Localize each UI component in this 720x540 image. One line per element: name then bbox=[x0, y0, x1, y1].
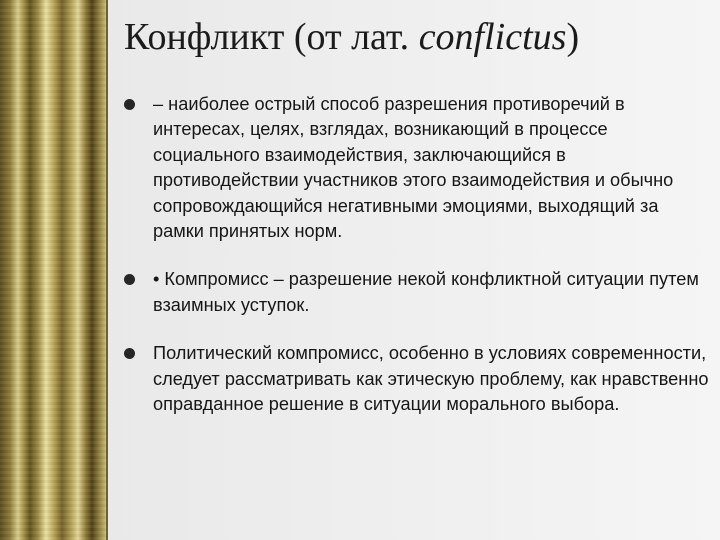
slide-title bbox=[124, 14, 714, 62]
slide-title-latin-term: conflictus bbox=[418, 16, 567, 58]
slide-title-main: Конфликт (от лат. bbox=[124, 16, 419, 58]
bullet-marker-icon bbox=[124, 274, 135, 285]
bullet-text-definition: – наиболее острый способ разрешения противоречий в интересах, целях, взглядах, возникающий в процессе социального взаимодействия, заключающийся в противодействии участников этого взаимодействия и обычно сопровождающийся негативными эмоциями, выходящий за рамки принятых норм. bbox=[153, 94, 674, 242]
bullet-text-compromise: • Компромисс – разрешение некой конфликтной ситуации путем взаимных уступок. bbox=[153, 269, 699, 315]
bullet-item-compromise bbox=[124, 267, 714, 318]
bullet-item-definition bbox=[124, 92, 714, 244]
bullet-marker-icon bbox=[124, 99, 135, 110]
bullet-item-political-compromise bbox=[124, 341, 714, 417]
bullet-text-political-compromise: Политический компромисс, особенно в условиях современности, следует рассматривать как этическую проблему, как нравственно оправданное решение в ситуации морального выбора. bbox=[153, 343, 709, 415]
bullet-marker-icon bbox=[124, 348, 135, 359]
decorative-gold-band bbox=[0, 0, 106, 540]
slide-title-closing-parenthesis: ) bbox=[566, 16, 580, 58]
bullet-list bbox=[124, 92, 714, 440]
